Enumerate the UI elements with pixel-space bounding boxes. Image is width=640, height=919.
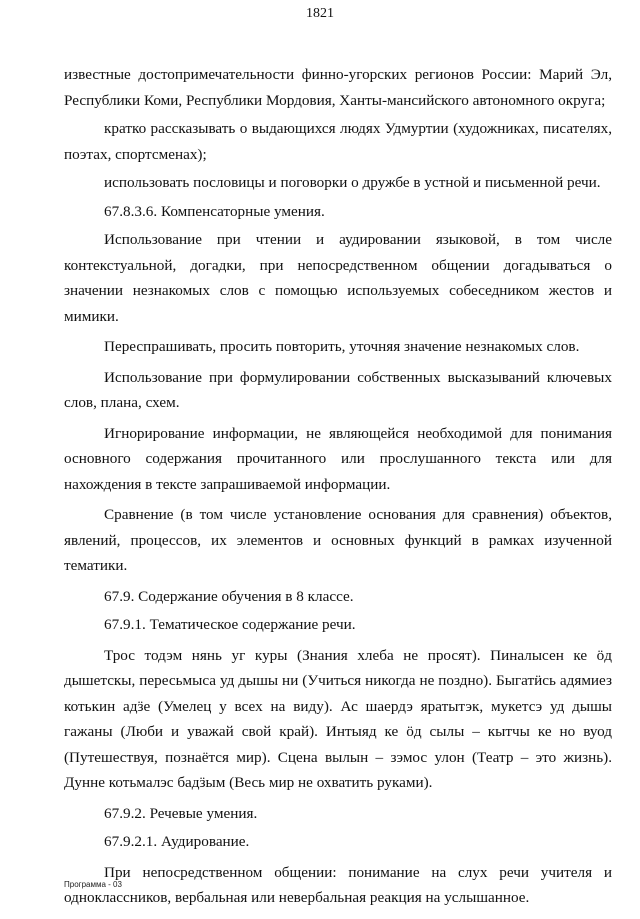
section-heading-listening: 67.9.2.1. Аудирование.: [104, 833, 250, 850]
paragraph-direct-communication: При непосредственном общении: понимание на слух речи учителя и одноклассников, вербальная или невербальная реакция на услышанное.: [64, 863, 612, 906]
paragraph-proverb-topics: Трос тодэм нянь уг куры (Знания хлеба не просят). Пиналысен ке ӧд дышетскы, пересьмыса уд дышы ни (Учиться никогда не поздно). Быгатӥсь адямиез котькин адӟе (Умелец у всех на виду). Ас шаердэ яратытэк, мукетсэ уд дышы гажаны (Люби и уважай свой край). Интыяд ке ӧд сылы – кытчы ке но вуод (Путешествуя, познаётся мир). Сцена вылын – зэмос улон (Театр – это жизнь). Дунне котьмалэс бадӟым (Весь мир не охватить руками).: [64, 646, 612, 791]
paragraph-ask-again: Переспрашивать, просить повторить, уточняя значение незнакомых слов.: [104, 338, 580, 355]
paragraph-regions-list-item: известные достопримечательности финно-угорских регионов России: Марий Эл, Республики Коми, Республики Мордовия, Ханты-мансийского автономного округа;: [64, 66, 612, 109]
section-heading-compensatory-skills: 67.8.3.6. Компенсаторные умения.: [104, 202, 325, 220]
paragraph-proverbs-list-item: использовать пословицы и поговорки о дружбе в устной и письменной речи.: [104, 174, 601, 191]
document-body: [64, 62, 612, 911]
paragraph-ignore-info: Игнорирование информации, не являющейся необходимой для понимания основного содержания прочитанного или прослушанного текста или для нахождения в тексте запрашиваемой информации.: [64, 424, 612, 493]
paragraph-famous-people-list-item: кратко рассказывать о выдающихся людях Удмуртии (художниках, писателях, поэтах, спортсменах);: [64, 120, 612, 163]
section-heading-grade-8-content: 67.9. Содержание обучения в 8 классе.: [104, 587, 354, 605]
paragraph-key-words: Использование при формулировании собственных высказываний ключевых слов, плана, схем.: [64, 368, 612, 411]
paragraph-language-guess: Использование при чтении и аудировании языковой, в том числе контекстуальной, догадки, при непосредственном общении догадываться о значении незнакомых слов с помощью используемых собеседником жестов и мимики.: [64, 231, 612, 325]
footer-label: Программа - 03: [64, 880, 122, 889]
page-number: 1821: [306, 6, 334, 21]
paragraph-comparison: Сравнение (в том числе установление основания для сравнения) объектов, явлений, процессов, их элементов и основных функций в рамках изученной тематики.: [64, 506, 612, 574]
section-heading-thematic-content: 67.9.1. Тематическое содержание речи.: [104, 616, 356, 633]
section-heading-speech-skills: 67.9.2. Речевые умения.: [104, 804, 258, 822]
